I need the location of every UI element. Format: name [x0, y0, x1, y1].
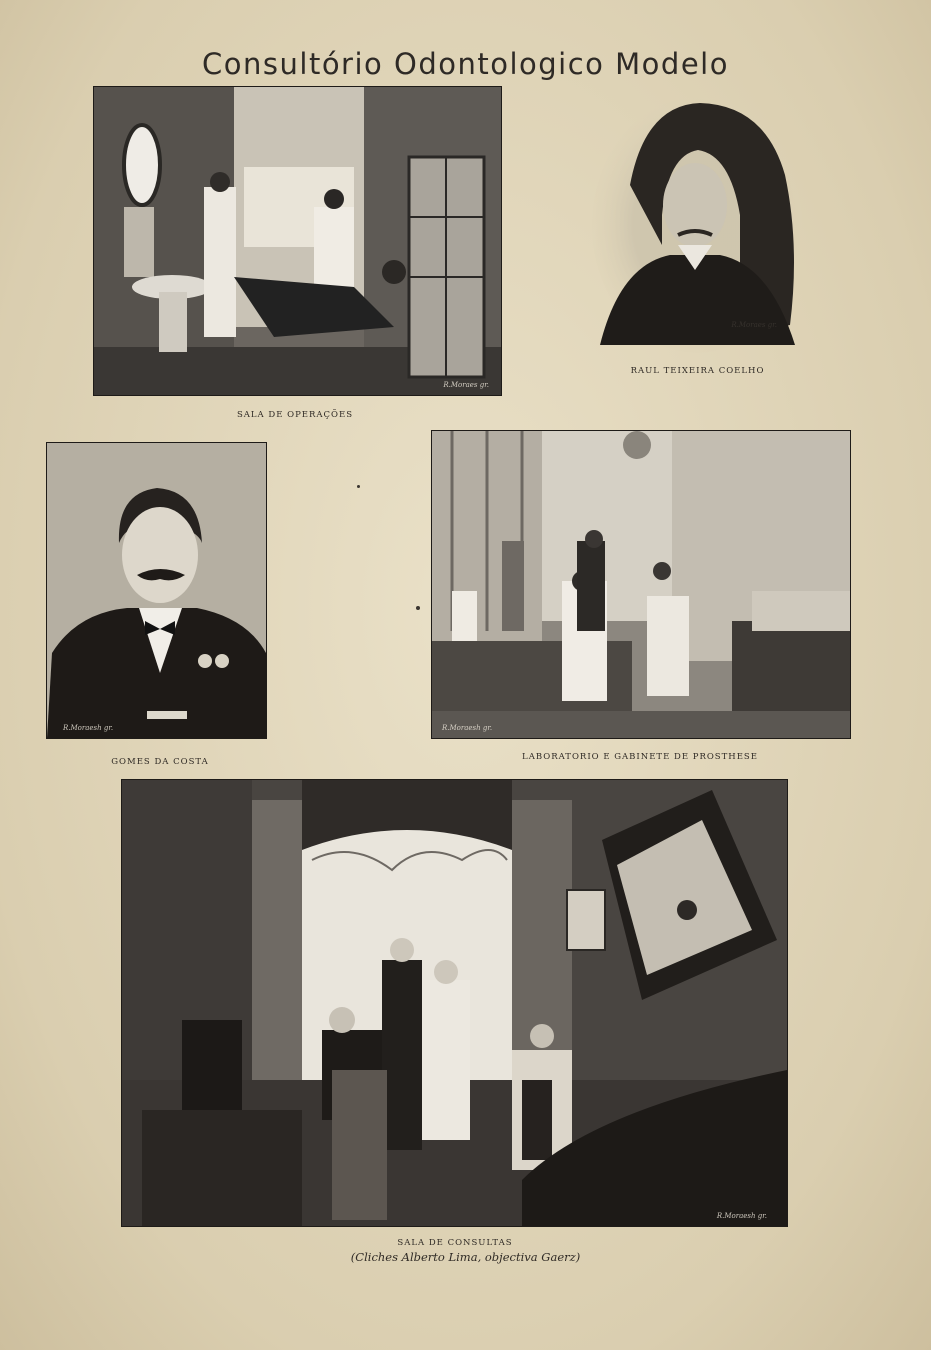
engraver-signature: R.Moraes gr.	[731, 321, 777, 329]
engraver-signature: R.Moraesh gr.	[442, 724, 493, 732]
engraver-signature: R.Moraesh gr.	[716, 1212, 767, 1220]
caption-gomes-da-costa: GOMES DA COSTA	[111, 757, 209, 767]
photo-laboratorio	[431, 430, 851, 739]
photo-sala-de-operacoes	[93, 86, 502, 396]
photo-raul-teixeira-coelho	[590, 95, 805, 355]
print-speck	[416, 606, 420, 610]
photo-sala-de-consultas	[121, 779, 788, 1227]
caption-raul-teixeira-coelho: RAUL TEIXEIRA COELHO	[630, 366, 765, 376]
photo-gomes-da-costa	[46, 442, 267, 739]
caption-sala-de-consultas: SALA DE CONSULTAS	[397, 1238, 513, 1248]
page-title: Consultório Odontologico Modelo	[202, 47, 729, 82]
caption-sala-de-operacoes: SALA DE OPERAÇÕES	[236, 410, 354, 420]
caption-laboratorio: LABORATORIO E GABINETE DE PROSTHESE	[522, 752, 758, 762]
engraver-signature: R.Moraesh gr.	[63, 724, 114, 732]
engraver-signature: R.Moraes gr.	[443, 381, 489, 389]
print-speck	[357, 485, 360, 488]
photo-credit: (Cliches Alberto Lima, objectiva Gaerz)	[350, 1250, 581, 1264]
